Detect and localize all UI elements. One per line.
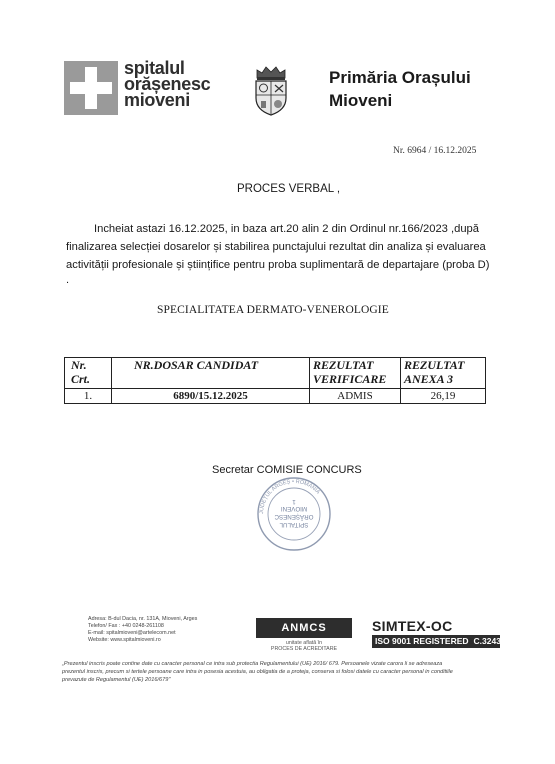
address-line: Website: www.spitalmioveni.ro <box>88 637 161 643</box>
coat-of-arms-icon <box>253 64 289 116</box>
hospital-logo-text <box>124 60 210 108</box>
anmcs-logo <box>256 618 352 656</box>
results-table <box>64 357 486 404</box>
cell-anexa: 26,19 <box>401 389 486 404</box>
simtex-certification-logo <box>372 618 509 648</box>
disclaimer-line: „Prezentul inscris poate contine date cu caracter personal ce intra sub protectia Regulamentului (UE) 2016/ 679. Persoanele vizate carora li se adreseaza <box>62 661 443 667</box>
primaria-line: Primăria Orașului <box>329 68 471 87</box>
table-header-row <box>65 358 486 389</box>
header-verificare <box>310 358 401 389</box>
header-nr-crt <box>65 358 112 389</box>
address-line: Telefon/ Fax : +40 0248-261108 <box>88 623 164 629</box>
header-dosar: NR.DOSAR CANDIDAT <box>112 358 310 389</box>
document-title: PROCES VERBAL , <box>237 183 341 195</box>
header-text: REZULTAT <box>404 358 465 372</box>
iso-registered-bar <box>372 635 509 648</box>
svg-text:ORĂȘENESC: ORĂȘENESC <box>274 513 314 520</box>
hospital-logo-line: mioveni <box>124 90 190 110</box>
disclaimer-line: prezentul inscris, precum si tertele persoane care intra in posesia acestuia, au obligatia de a proteja, conserva si folosi datele cu caracter personal in conditiile <box>62 669 453 676</box>
paragraph-line: Incheiat astazi 16.12.2025, in baza art.20 alin 2 din Ordinul nr.166/2023 ,după <box>94 223 480 235</box>
header-text: REZULTAT <box>313 358 374 372</box>
primaria-line: Mioveni <box>329 91 393 110</box>
cell-verificare: ADMIS <box>310 389 401 404</box>
header-text: Crt. <box>71 372 91 386</box>
anmcs-subtitle <box>256 640 352 652</box>
hospital-logo-line: orășenesc <box>124 74 211 94</box>
svg-text:SPITALUL: SPITALUL <box>279 521 309 528</box>
gdpr-disclaimer <box>62 660 517 685</box>
disclaimer-line: prevazute de Regulamentul (UE) 2016/679" <box>62 677 171 684</box>
header-anexa <box>401 358 486 389</box>
secretary-signature-label: Secretar COMISIE CONCURS <box>212 464 362 476</box>
cell-nr: 1. <box>65 389 112 404</box>
anmcs-logo-text: ANMCS <box>256 618 352 638</box>
address-line: Adresa: B-dul Dacia, nr. 131A, Mioveni, Arges <box>88 616 198 622</box>
header-text: Nr. <box>71 358 87 372</box>
primaria-title <box>329 66 471 112</box>
svg-text:MIOVENI: MIOVENI <box>280 505 308 512</box>
header-text: ANEXA 3 <box>404 372 454 386</box>
hospital-logo-line: spitalul <box>124 58 185 78</box>
simtex-title: SIMTEX-OC <box>372 618 453 634</box>
table-row <box>65 389 486 404</box>
paragraph-line: activității profesionale și științifice pentru proba suplimentară de departajare (proba D) <box>66 259 490 271</box>
paragraph-line: finalizarea selecției dosarelor și stabilirea punctajului rezultat din analiza și evaluarea <box>66 241 486 253</box>
header-text: VERIFICARE <box>313 372 387 386</box>
svg-text:1: 1 <box>292 498 296 505</box>
iso-text: ISO 9001 REGISTERED <box>375 636 469 646</box>
address-line: E-mail: spitalmioveni@artelecom.net <box>88 630 176 636</box>
anmcs-sub-line: PROCES DE ACREDITARE <box>270 646 338 652</box>
hospital-cross-logo <box>64 61 118 115</box>
official-stamp <box>255 475 333 553</box>
specialty-heading: SPECIALITATEA DERMATO-VENEROLOGIE <box>157 304 389 316</box>
footer-address <box>88 616 197 644</box>
document-number: Nr. 6964 / 16.12.2025 <box>393 146 477 156</box>
anmcs-sub-line: unitate aflată în <box>285 640 323 646</box>
svg-text:JUDEȚUL ARGEȘ • ROMÂNIA: JUDEȚUL ARGEȘ • ROMÂNIA <box>258 478 321 515</box>
paragraph-trail: . <box>66 274 70 286</box>
iso-code: C.3243.1 <box>473 636 509 646</box>
cell-dosar: 6890/15.12.2025 <box>112 389 310 404</box>
body-paragraph <box>66 220 536 274</box>
